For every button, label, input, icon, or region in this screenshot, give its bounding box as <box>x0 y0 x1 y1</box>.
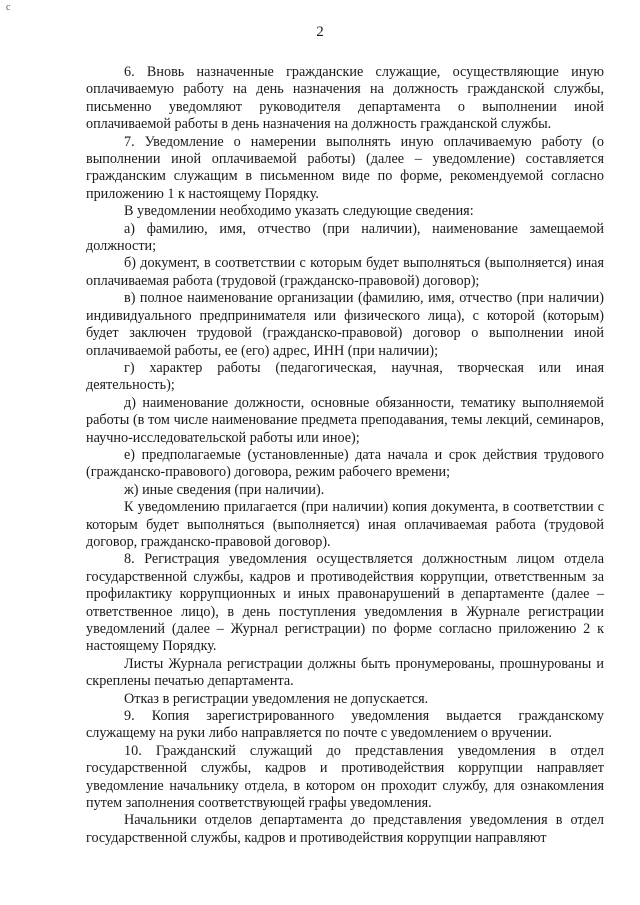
paragraph-attachment: К уведомлению прилагается (при наличии) копия документа, в соответствии с которым будет выполняться (выполняется) иная оплачиваемая работа (трудовой договор, гражданско-правовой договор). <box>86 499 604 550</box>
paragraph-department-heads: Начальники отделов департамента до представления уведомления в отдел государственной службы, кадров и противодействия коррупции направляют <box>86 812 604 846</box>
list-item-v: в) полное наименование организации (фамилию, имя, отчество (при наличии) индивидуального предпринимателя или физического лица), с которой (которым) будет заключен трудовой (гражданско-правовой) договор о выполнении иной оплачиваемой работы, ее (его) адрес, ИНН (при наличии); <box>86 290 604 359</box>
paragraph-journal-sheets: Листы Журнала регистрации должны быть пронумерованы, прошнурованы и скреплены печатью департамента. <box>86 655 604 690</box>
corner-mark: c <box>6 2 11 13</box>
paragraph-7: 7. Уведомление о намерении выполнять иную оплачиваемую работу (о выполнении иной оплачиваемой работы) (далее – уведомление) составляется гражданским служащим в письменном виде по форме, рекомендуемой согласно приложению 1 к настоящему Порядку. <box>86 133 604 202</box>
paragraph-9: 9. Копия зарегистрированного уведомления выдается гражданскому служащему на руки либо направляется по почте с уведомлением о вручении. <box>86 708 604 742</box>
list-item-b: б) документ, в соответствии с которым будет выполняться (выполняется) иная оплачиваемая работа (трудовой (гражданско-правовой) договор); <box>86 255 604 289</box>
list-item-d: д) наименование должности, основные обязанности, тематику выполняемой работы (в том числе наименование предмета преподавания, темы лекций, семинаров, научно-исследовательской работы или иное); <box>86 394 604 446</box>
paragraph-no-refusal: Отказ в регистрации уведомления не допускается. <box>124 690 429 707</box>
list-item-a: а) фамилию, имя, отчество (при наличии), наименование замещаемой должности; <box>86 220 604 255</box>
paragraph-required-info: В уведомлении необходимо указать следующие сведения: <box>124 203 474 220</box>
list-item-g: г) характер работы (педагогическая, научная, творческая или иная деятельность); <box>86 359 604 394</box>
list-item-e: е) предполагаемые (установленные) дата начала и срок действия трудового (гражданско-правового) договора, режим рабочего времени; <box>86 446 604 481</box>
list-item-zh: ж) иные сведения (при наличии). <box>124 481 325 498</box>
document-body <box>86 64 604 847</box>
paragraph-8: 8. Регистрация уведомления осуществляется должностным лицом отдела государственной службы, кадров и противодействия коррупции, ответственным за профилактику коррупционных и иных правонарушений в департаменте (далее – ответственное лицо), в день поступления уведомления в Журнале регистрации уведомлений (далее – Журнал регистрации) по форме согласно приложению 2 к настоящему Порядку. <box>86 551 604 655</box>
page-number: 2 <box>316 24 324 40</box>
paragraph-6: 6. Вновь назначенные гражданские служащие, осуществляющие иную оплачиваемую работу на день назначения на должность гражданской службы, письменно уведомляют руководителя департамента о выполнении иной оплачиваемой работы в день назначения на должность гражданской службы. <box>86 64 604 133</box>
paragraph-10: 10. Гражданский служащий до представления уведомления в отдел государственной службы, кадров и противодействия коррупции направляет уведомление начальнику отдела, в котором он проходит службу, для ознакомления путем заполнения соответствующей графы уведомления. <box>86 742 604 812</box>
